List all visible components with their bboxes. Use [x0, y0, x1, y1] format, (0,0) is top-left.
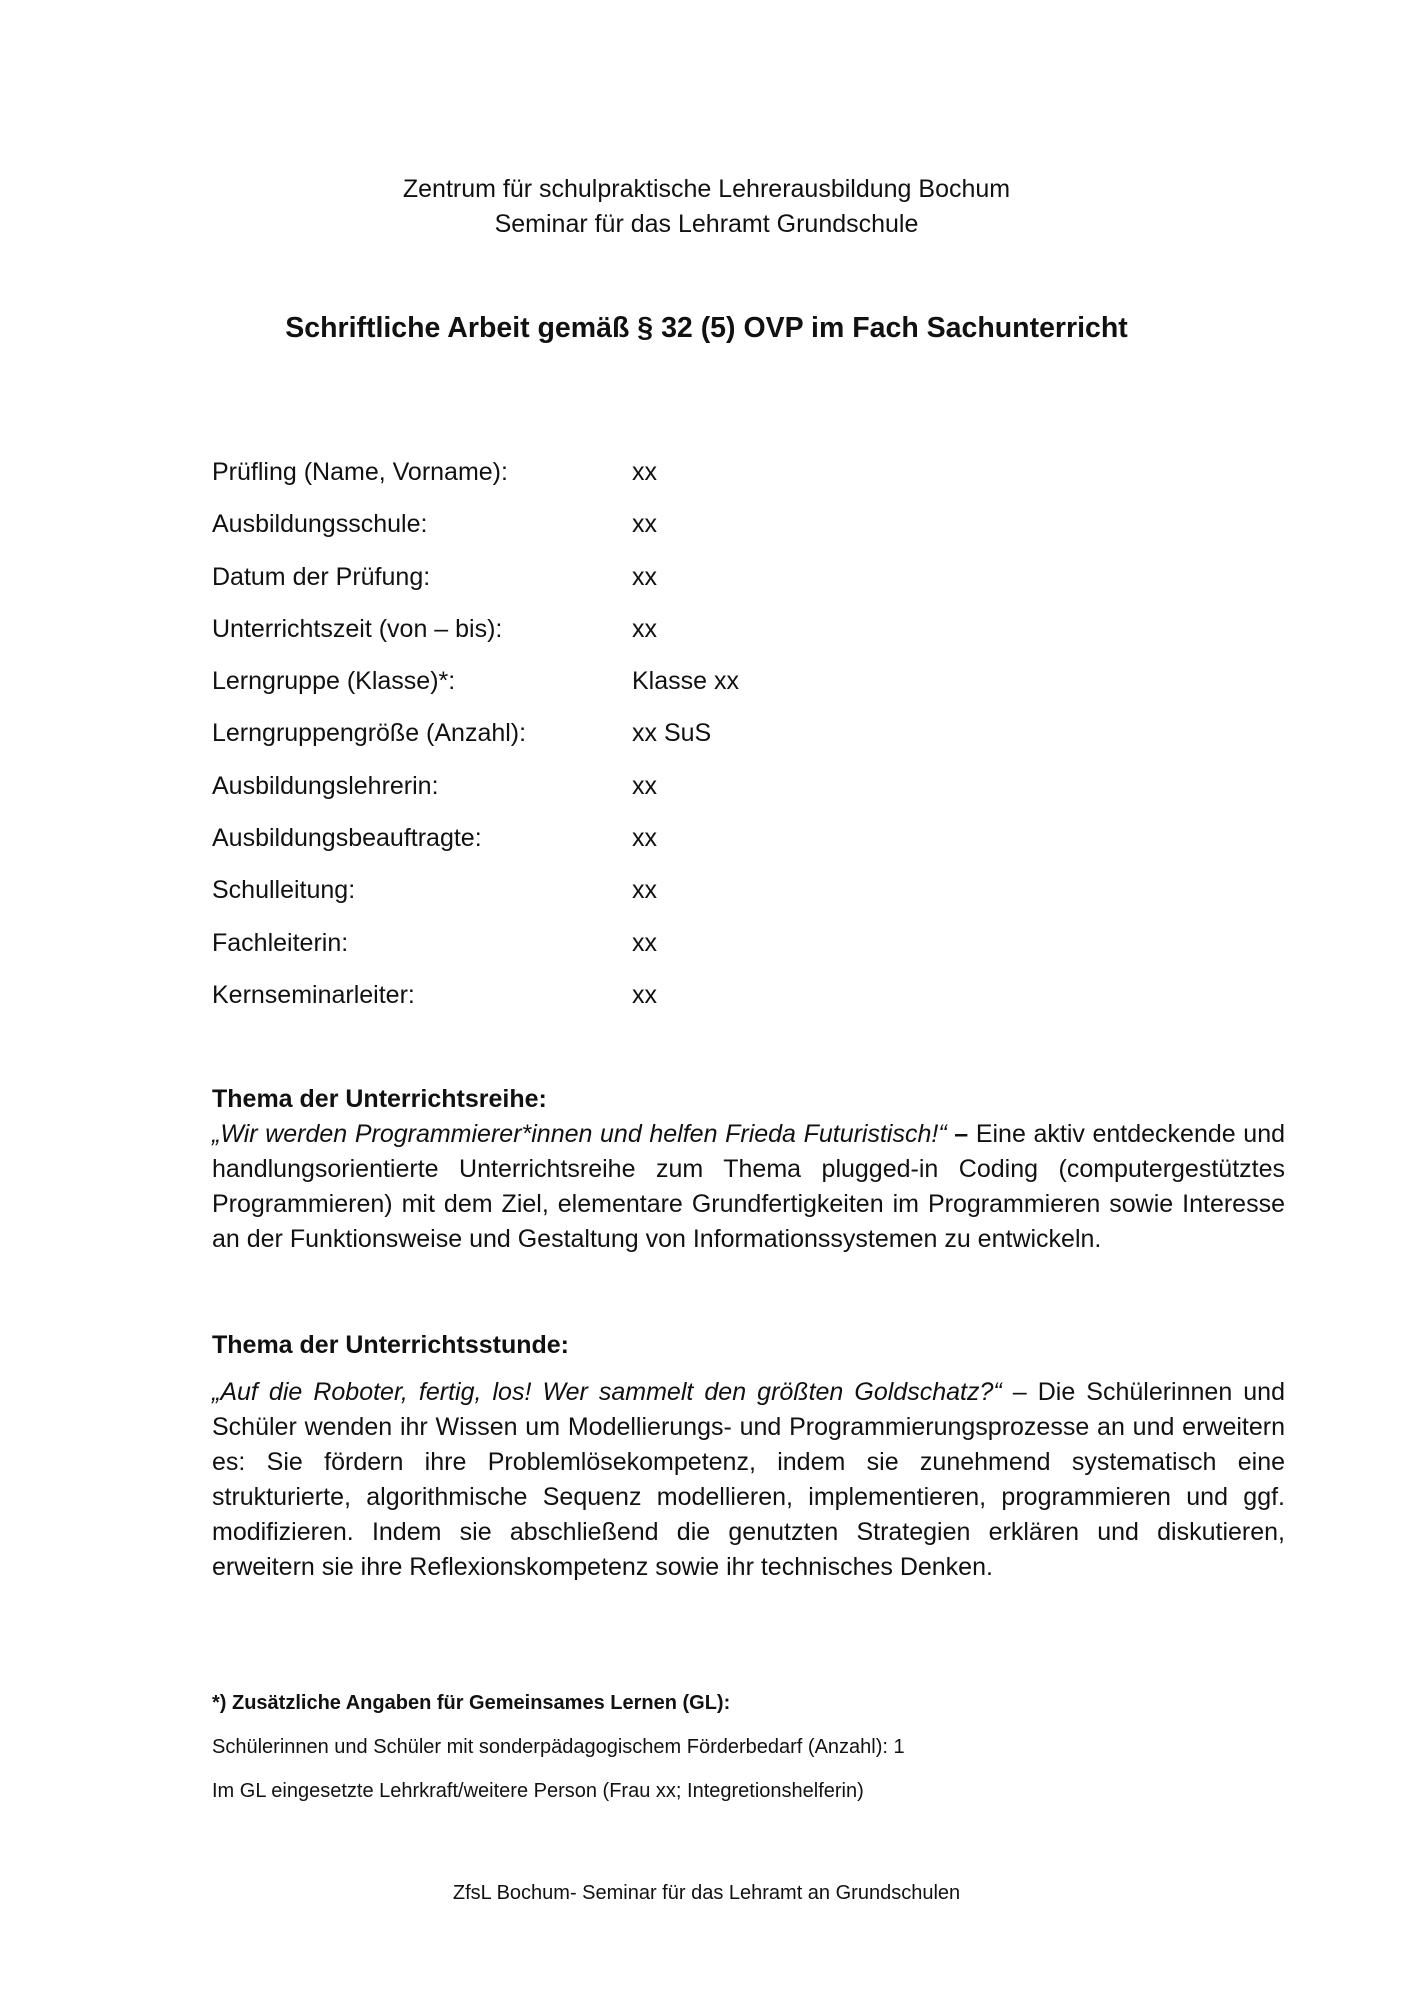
- info-label: Ausbildungsbeauftragte:: [212, 824, 482, 853]
- info-value: xx: [632, 876, 657, 905]
- page-footer: ZfsL Bochum- Seminar für das Lehramt an Grundschulen: [452, 1882, 961, 1904]
- info-row: [212, 664, 1212, 716]
- unterrichtsstunde-section: [212, 1328, 1285, 1585]
- info-row: [212, 716, 1212, 768]
- info-value: xx: [632, 562, 657, 591]
- institution-name: Zentrum für schulpraktische Lehrerausbildung Bochum: [402, 175, 1011, 203]
- info-row: [212, 873, 1212, 925]
- info-label: Unterrichtszeit (von – bis):: [212, 614, 503, 643]
- info-value: xx: [632, 928, 657, 957]
- info-row: [212, 507, 1212, 559]
- info-label: Prüfling (Name, Vorname):: [212, 458, 508, 486]
- info-label: Kernseminarleiter:: [212, 980, 415, 1009]
- gl-foerderbedarf: Schülerinnen und Schüler mit sonderpädagogischem Förderbedarf (Anzahl): 1: [212, 1736, 905, 1758]
- info-row: [212, 455, 1212, 507]
- info-row: [212, 560, 1212, 612]
- unterrichtsreihe-quote: „Wir werden Programmierer*innen und helfen Frieda Futuristisch!“: [212, 1120, 947, 1148]
- info-label: Ausbildungslehrerin:: [212, 771, 439, 800]
- info-value: xx: [632, 614, 657, 643]
- seminar-name: Seminar für das Lehramt Grundschule: [494, 210, 919, 238]
- unterrichtsreihe-dash: –: [946, 1120, 976, 1148]
- info-value: xx: [632, 824, 657, 853]
- unterrichtsreihe-text: [212, 1117, 1285, 1257]
- info-row: [212, 926, 1212, 978]
- info-row: [212, 769, 1212, 821]
- info-label: Lerngruppengröße (Anzahl):: [212, 719, 527, 748]
- unterrichtsstunde-heading: Thema der Unterrichtsstunde:: [212, 1331, 570, 1359]
- info-value: Klasse xx: [632, 667, 739, 696]
- unterrichtsstunde-text: [212, 1375, 1285, 1585]
- info-value: xx: [632, 771, 657, 800]
- document-title: Schriftliche Arbeit gemäß § 32 (5) OVP im Fach Sachunterricht: [285, 312, 1128, 344]
- institution-header: [0, 172, 1413, 242]
- unterrichtsstunde-description: – Die Schülerinnen und Schüler wenden ihr Wissen um Modellierungs- und Programmierungsprozesse an und erweitern es: Sie fördern ihre Problemlösekompetenz, indem sie zunehmend systematisch eine strukturierte, algorithmische Sequenz modellieren, implementieren, programmieren und ggf. modifizieren. Indem sie abschließend die genutzten Strategien erklären und diskutieren, erweitern sie ihre Reflexionskompetenz sowie ihr technisches Denken.: [212, 1378, 1285, 1581]
- gl-notes: [212, 1688, 1285, 1820]
- unterrichtsstunde-quote: „Auf die Roboter, fertig, los! Wer sammelt den größten Goldschatz?“: [212, 1378, 1002, 1406]
- unterrichtsreihe-heading: Thema der Unterrichtsreihe:: [212, 1085, 547, 1113]
- info-row: [212, 978, 1212, 1030]
- info-label: Ausbildungsschule:: [212, 510, 428, 539]
- info-row: [212, 612, 1212, 664]
- info-value: xx SuS: [632, 719, 712, 748]
- unterrichtsreihe-section: [212, 1082, 1285, 1257]
- info-value: xx: [632, 980, 657, 1009]
- info-label: Fachleiterin:: [212, 928, 349, 957]
- info-table: [212, 455, 1212, 1030]
- info-label: Lerngruppe (Klasse)*:: [212, 667, 456, 696]
- unterrichtsreihe-description: Eine aktiv entdeckende und handlungsorientierte Unterrichtsreihe zum Thema plugged-in Coding (computergestütztes Programmieren) mit dem Ziel, elementare Grundfertigkeiten im Programmieren sowie Interesse an der Funktionsweise und Gestaltung von Informationssystemen zu entwickeln.: [212, 1120, 1285, 1253]
- info-label: Datum der Prüfung:: [212, 562, 431, 591]
- info-value: xx: [632, 458, 657, 486]
- info-row: [212, 821, 1212, 873]
- gl-lehrkraft: Im GL eingesetzte Lehrkraft/weitere Person (Frau xx; Integretionshelferin): [212, 1780, 864, 1802]
- info-label: Schulleitung:: [212, 876, 356, 905]
- gl-heading: *) Zusätzliche Angaben für Gemeinsames Lernen (GL):: [212, 1692, 731, 1714]
- info-value: xx: [632, 510, 657, 539]
